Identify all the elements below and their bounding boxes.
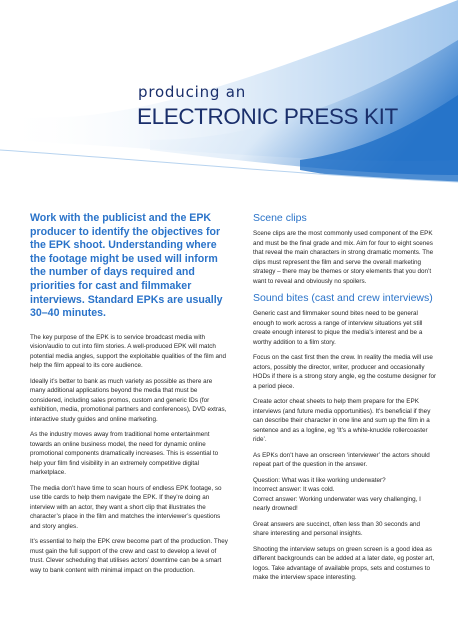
left-column xyxy=(30,212,229,581)
sound-bites-incorrect-answer: Incorrect answer: It was cold. xyxy=(253,486,335,493)
sound-bites-paragraph: Generic cast and filmmaker sound bites need to be general enough to work across a range of interview situations yet still create enough interest to pique the media’s interest and be a worthy addition to a film story. xyxy=(253,310,423,346)
left-paragraph: As the industry moves away from traditional home entertainment towards an online business model, the need for dynamic online promotional components dramatically increases. This is essential to help your film find visibility in an extremely competitive digital marketplace. xyxy=(30,431,219,477)
left-paragraph: The key purpose of the EPK is to service broadcast media with vision/audio to cut into film stories. A well-produced EPK will match potential media angles, support the exploitable qualities of the film and help the film appeal to its core audience. xyxy=(30,333,227,370)
scene-clips-paragraph: Scene clips are the most commonly used component of the EPK and must be the final grade and mix. Aim for four to eight scenes that reveal the main characters in strong dramatic moments. The clips must represent the film and serve the overall marketing strategy – there may be themes or story elements that you don’t want to reveal and obviously no spoilers. xyxy=(253,230,434,285)
sound-bites-paragraph: Focus on the cast first then the crew. In reality the media will use actors, possibly the director, writer, producer and occasionally HODs if there is a strong story angle, eg the costume designer for a period piece. xyxy=(253,354,437,390)
section-heading-sound-bites: Sound bites (cast and crew interviews) xyxy=(253,292,433,304)
section-heading-scene-clips: Scene clips xyxy=(253,212,307,224)
right-column xyxy=(253,212,437,589)
sound-bites-question: Question: What was it like working underwater? xyxy=(253,476,386,484)
sound-bites-paragraph: Great answers are succinct, often less than 30 seconds and share interesting and personal insights. xyxy=(253,520,420,537)
sound-bites-correct-answer: Correct answer: Working underwater was very challenging, I nearly drowned! xyxy=(253,495,421,512)
left-paragraph: It’s essential to help the EPK crew become part of the production. They must gain the full support of the crew and cast to develop a level of trust. Clever scheduling that utilises actors’ downtime can be a smart way to bank content with minimal impact on the production. xyxy=(30,538,228,574)
left-paragraph: Ideally it’s better to bank as much variety as possible as there are many additional applications beyond the media that must be considered, including sales promos, custom and generic IDs (for exhibition, media, promotional partners and conferences), DVD extras, interactive study guides and online marketing. xyxy=(30,377,227,423)
left-paragraph: The media don’t have time to scan hours of endless EPK footage, so use title cards to help them navigate the EPK. If they’re doing an interview with an actor, they want a short clip that illustrates the character’s place in the film and matches the interviewer’s questions and story angles. xyxy=(30,484,222,530)
sound-bites-paragraph: As EPKs don’t have an onscreen ‘interviewer’ the actors should repeat part of the question in the answer. xyxy=(253,451,430,468)
page-title: ELECTRONIC PRESS KIT xyxy=(137,104,398,129)
sound-bites-paragraph: Shooting the interview setups on green screen is a good idea as different backgrounds can be added at a later date, eg poster art, logos. Take advantage of available props, sets and costumes to make the interview space interesting. xyxy=(253,545,435,581)
page-subtitle: producing an xyxy=(138,83,247,101)
blue-wave-graphic xyxy=(0,0,458,205)
sound-bites-paragraph: Create actor cheat sheets to help them prepare for the EPK interviews (and future media opportunities). It’s beneficial if they can describe their character in one line and sum up the film in a sentence and as a logline, eg ‘It’s a white-knuckle rollercoaster ride’. xyxy=(253,398,431,443)
intro-text: Work with the publicist and the EPK producer to identify the objectives for the EPK shoot. Understanding where the footage might be used will inform the number of days required and priorities for cast and filmmaker interviews. Standard EPKs are usually 30–40 minutes. xyxy=(30,212,223,320)
